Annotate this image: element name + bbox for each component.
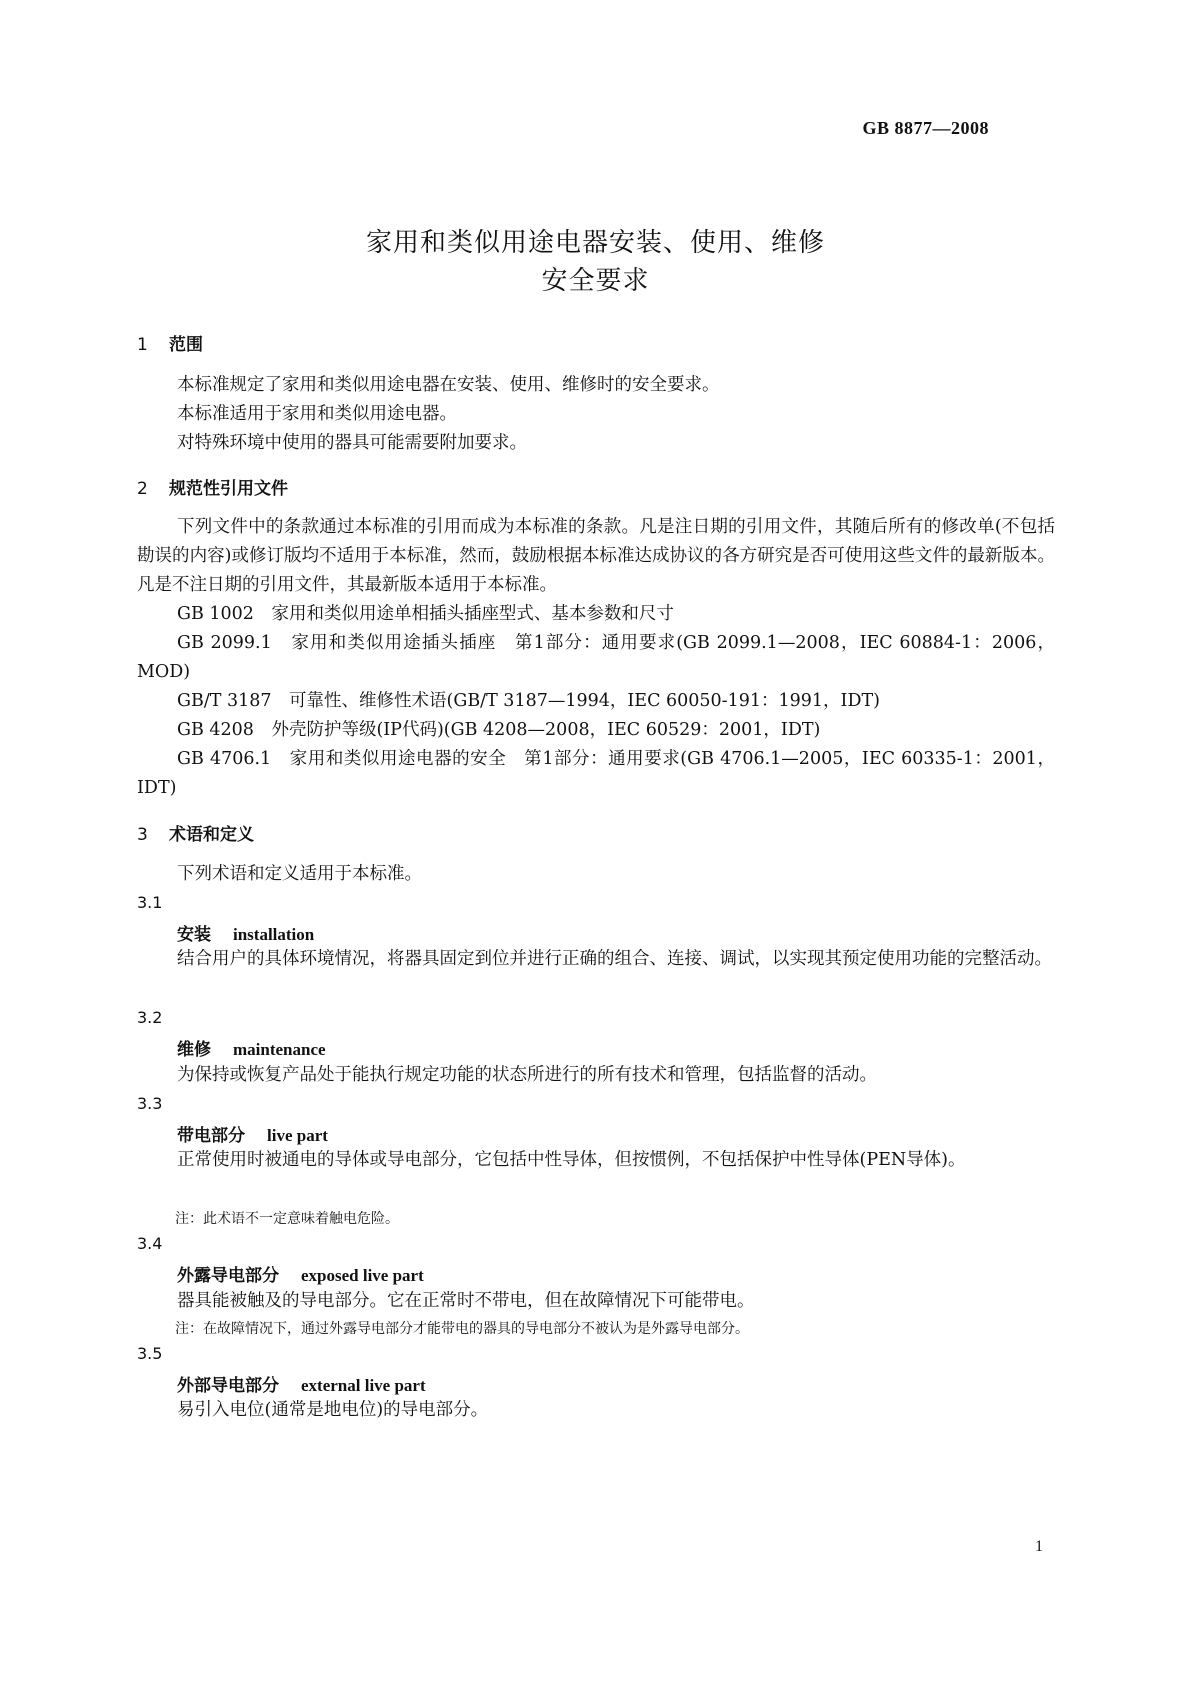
term-number: 3.5 — [137, 1344, 163, 1363]
term-definition: 器具能被触及的导电部分。它在正常时不带电，但在故障情况下可能带电。 — [177, 1291, 755, 1311]
term-number: 3.3 — [137, 1094, 163, 1113]
section-3-heading — [137, 820, 254, 845]
term-note: 注：此术语不一定意味着触电危险。 — [175, 1211, 399, 1227]
section-number: 3 — [137, 825, 148, 845]
section-title: 范围 — [169, 335, 203, 355]
term-chinese: 带电部分 — [177, 1126, 245, 1146]
section-number: 1 — [137, 335, 148, 355]
title-line-2: 安全要求 — [541, 266, 650, 296]
term-chinese: 外露导电部分 — [177, 1266, 279, 1286]
scope-line-1: 本标准规定了家用和类似用途电器在安装、使用、维修时的安全要求。 — [177, 375, 720, 395]
page-number: 1 — [1035, 1538, 1043, 1555]
term-heading — [177, 1261, 424, 1286]
reference-item: GB 4706.1 家用和类似用途电器的安全 第1部分：通用要求(GB 4706.1—2005，IEC 60335-1：2001，IDT) — [137, 749, 1055, 798]
references-intro: 下列文件中的条款通过本标准的引用而成为本标准的条款。凡是注日期的引用文件，其随后所有的修改单(不包括勘误的内容)或修订版均不适用于本标准，然而，鼓励根据本标准达成协议的各方研究是否可使用这些文件的最新版本。凡是不注日期的引用文件，其最新版本适用于本标准。 — [137, 517, 1055, 595]
term-heading — [177, 1035, 326, 1060]
standard-number: GB 8877—2008 — [862, 118, 989, 138]
term-english: exposed live part — [301, 1266, 424, 1285]
scope-line-2: 本标准适用于家用和类似用途电器。 — [177, 404, 457, 424]
term-english: live part — [267, 1126, 328, 1145]
term-number: 3.4 — [137, 1234, 163, 1253]
section-number: 2 — [137, 479, 148, 499]
term-definition: 易引入电位(通常是地电位)的导电部分。 — [177, 1400, 489, 1420]
term-number: 3.2 — [137, 1008, 163, 1027]
term-english: external live part — [301, 1376, 426, 1395]
term-definition: 结合用户的具体环境情况，将器具固定到位并进行正确的组合、连接、调试，以实现其预定使用功能的完整活动。 — [177, 949, 1052, 969]
title-line-1: 家用和类似用途电器安装、使用、维修 — [365, 228, 825, 258]
term-heading — [177, 1121, 328, 1146]
section-title: 术语和定义 — [169, 825, 254, 845]
section-title: 规范性引用文件 — [169, 479, 288, 499]
term-heading — [177, 1371, 426, 1396]
term-heading — [177, 920, 314, 945]
document-title — [0, 224, 1191, 300]
reference-item: GB/T 3187 可靠性、维修性术语(GB/T 3187—1994，IEC 60050-191：1991，IDT) — [177, 691, 880, 711]
term-chinese: 外部导电部分 — [177, 1376, 279, 1396]
term-note: 注：在故障情况下，通过外露导电部分才能带电的器具的导电部分不被认为是外露导电部分。 — [175, 1321, 749, 1337]
term-chinese: 维修 — [177, 1040, 211, 1060]
term-definition: 正常使用时被通电的导体或导电部分，它包括中性导体，但按惯例，不包括保护中性导体(PEN导体)。 — [177, 1150, 966, 1170]
reference-item: GB 1002 家用和类似用途单相插头插座型式、基本参数和尺寸 — [177, 604, 674, 624]
term-definition: 为保持或恢复产品处于能执行规定功能的状态所进行的所有技术和管理，包括监督的活动。 — [177, 1065, 877, 1085]
term-english: maintenance — [233, 1040, 326, 1059]
reference-item: GB 2099.1 家用和类似用途插头插座 第1部分：通用要求(GB 2099.1—2008，IEC 60884-1：2006，MOD) — [137, 633, 1055, 682]
term-english: installation — [233, 925, 315, 944]
reference-item: GB 4208 外壳防护等级(IP代码)(GB 4208—2008，IEC 60529：2001，IDT) — [177, 720, 821, 740]
scope-line-3: 对特殊环境中使用的器具可能需要附加要求。 — [177, 433, 527, 453]
terms-intro: 下列术语和定义适用于本标准。 — [177, 864, 422, 884]
section-1-heading — [137, 330, 203, 355]
term-chinese: 安装 — [177, 925, 211, 945]
term-number: 3.1 — [137, 893, 163, 912]
section-2-heading — [137, 474, 288, 499]
